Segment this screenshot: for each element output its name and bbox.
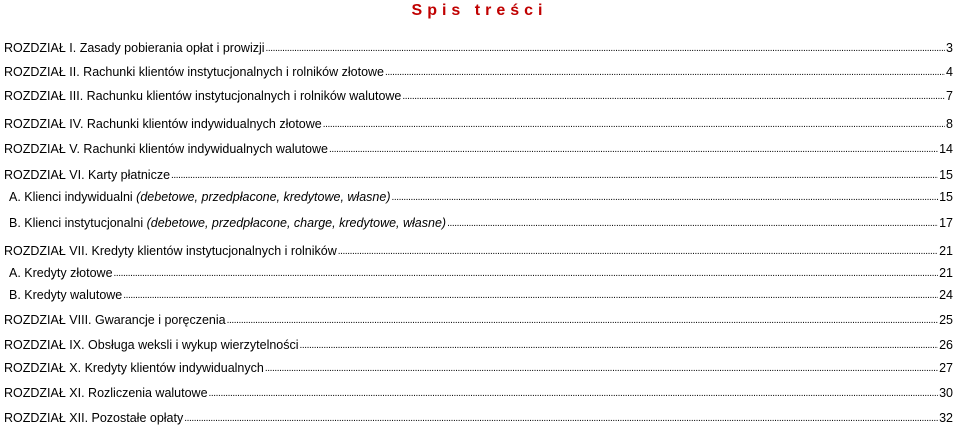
toc-page-number: 4 [946, 65, 953, 79]
toc-entry-title: ROZDZIAŁ VII. Kredyty klientów instytucjonalnych i rolników [4, 244, 337, 258]
toc-entry-title: ROZDZIAŁ I. Zasady pobierania opłat i prowizji [4, 41, 265, 55]
toc-entry[interactable] [4, 87, 953, 105]
toc-dot-leader [391, 188, 938, 206]
toc-entry-title: ROZDZIAŁ IX. Obsługa weksli i wykup wierzytelności [4, 338, 299, 352]
toc-entry[interactable] [4, 115, 953, 133]
toc-entry-title: ROZDZIAŁ II. Rachunki klientów instytucjonalnych i rolników złotowe [4, 65, 385, 79]
toc-dot-leader [114, 264, 939, 282]
toc-page-number: 32 [939, 411, 953, 425]
toc-dot-leader [265, 359, 938, 377]
toc-page-number: 7 [946, 89, 953, 103]
toc-entry-label [4, 39, 265, 57]
toc-entry[interactable] [4, 384, 953, 402]
toc-entry[interactable] [4, 311, 953, 329]
toc-entry-label [4, 115, 322, 133]
toc-page-number: 27 [939, 361, 953, 375]
toc-entry-label [4, 140, 328, 158]
toc-entry-title: ROZDZIAŁ VIII. Gwarancje i poręczenia [4, 313, 226, 327]
toc-dot-leader [266, 39, 946, 57]
toc-entry-label [4, 311, 226, 329]
toc-entry-label [9, 264, 113, 282]
toc-entry-title: ROZDZIAŁ XI. Rozliczenia walutowe [4, 386, 208, 400]
toc-page-number: 25 [939, 313, 953, 327]
page-title: Spis treści [411, 2, 548, 19]
toc-dot-leader [209, 384, 939, 402]
toc-entry-title: A. Klienci indywidualni [9, 190, 133, 204]
toc-dot-leader [300, 336, 939, 354]
toc-page-number: 26 [939, 338, 953, 352]
toc-page-number: 15 [939, 190, 953, 204]
toc-entry-title: ROZDZIAŁ V. Rachunki klientów indywidualnych walutowe [4, 142, 328, 156]
toc-entry-title: A. Kredyty złotowe [9, 266, 113, 280]
toc-entry-label [9, 286, 122, 304]
toc-subentry[interactable] [4, 188, 953, 206]
toc-entry-detail: (debetowe, przedpłacone, kredytowe, własne) [136, 190, 391, 204]
toc-dot-leader [227, 311, 938, 329]
toc-entry-label [9, 188, 390, 206]
toc-page-number: 21 [939, 266, 953, 280]
toc-dot-leader [184, 409, 938, 427]
toc-entry-label [4, 87, 401, 105]
toc-entry[interactable] [4, 409, 953, 427]
toc-dot-leader [123, 286, 938, 304]
toc-dot-leader [171, 166, 938, 184]
toc-dot-leader [338, 242, 938, 260]
toc-entry-title: B. Kredyty walutowe [9, 288, 123, 302]
toc-entry-label [4, 63, 384, 81]
toc-page-number: 30 [939, 386, 953, 400]
toc-entry[interactable] [4, 359, 953, 377]
toc-entry[interactable] [4, 39, 953, 57]
toc-entry-label [4, 166, 170, 184]
toc-page-number: 3 [946, 41, 953, 55]
toc-dot-leader [447, 214, 938, 232]
toc-subentry[interactable] [4, 264, 953, 282]
toc-dot-leader [402, 87, 945, 105]
toc-subentry[interactable] [4, 214, 953, 232]
toc-entry[interactable] [4, 336, 953, 354]
toc-dot-leader [385, 63, 945, 81]
toc-entry-title: ROZDZIAŁ III. Rachunku klientów instytucjonalnych i rolników walutowe [4, 89, 402, 103]
toc-page-number: 15 [939, 168, 953, 182]
toc-entry-title: ROZDZIAŁ XII. Pozostałe opłaty [4, 411, 184, 425]
toc-dot-leader [329, 140, 938, 158]
toc-entry-title: B. Klienci instytucjonalni [9, 216, 144, 230]
toc-entry-label [4, 384, 208, 402]
toc-entry[interactable] [4, 63, 953, 81]
toc-subentry[interactable] [4, 286, 953, 304]
toc-page-number: 8 [946, 117, 953, 131]
toc-entry-label [9, 214, 446, 232]
toc-entry-label [4, 359, 264, 377]
toc-page-number: 24 [939, 288, 953, 302]
toc-page-number: 14 [939, 142, 953, 156]
toc-entry-title: ROZDZIAŁ IV. Rachunki klientów indywidualnych złotowe [4, 117, 322, 131]
toc-page-number: 17 [939, 216, 953, 230]
toc-entry-title: ROZDZIAŁ X. Kredyty klientów indywidualnych [4, 361, 264, 375]
toc-entry[interactable] [4, 166, 953, 184]
toc-page-number: 21 [939, 244, 953, 258]
toc-entry-label [4, 336, 299, 354]
toc-entry[interactable] [4, 242, 953, 260]
toc-entry-label [4, 409, 183, 427]
toc-entry-label [4, 242, 337, 260]
toc-entry[interactable] [4, 140, 953, 158]
toc-dot-leader [323, 115, 945, 133]
toc-entry-title: ROZDZIAŁ VI. Karty płatnicze [4, 168, 171, 182]
toc-entry-detail: (debetowe, przedpłacone, charge, kredytowe, własne) [146, 216, 447, 230]
